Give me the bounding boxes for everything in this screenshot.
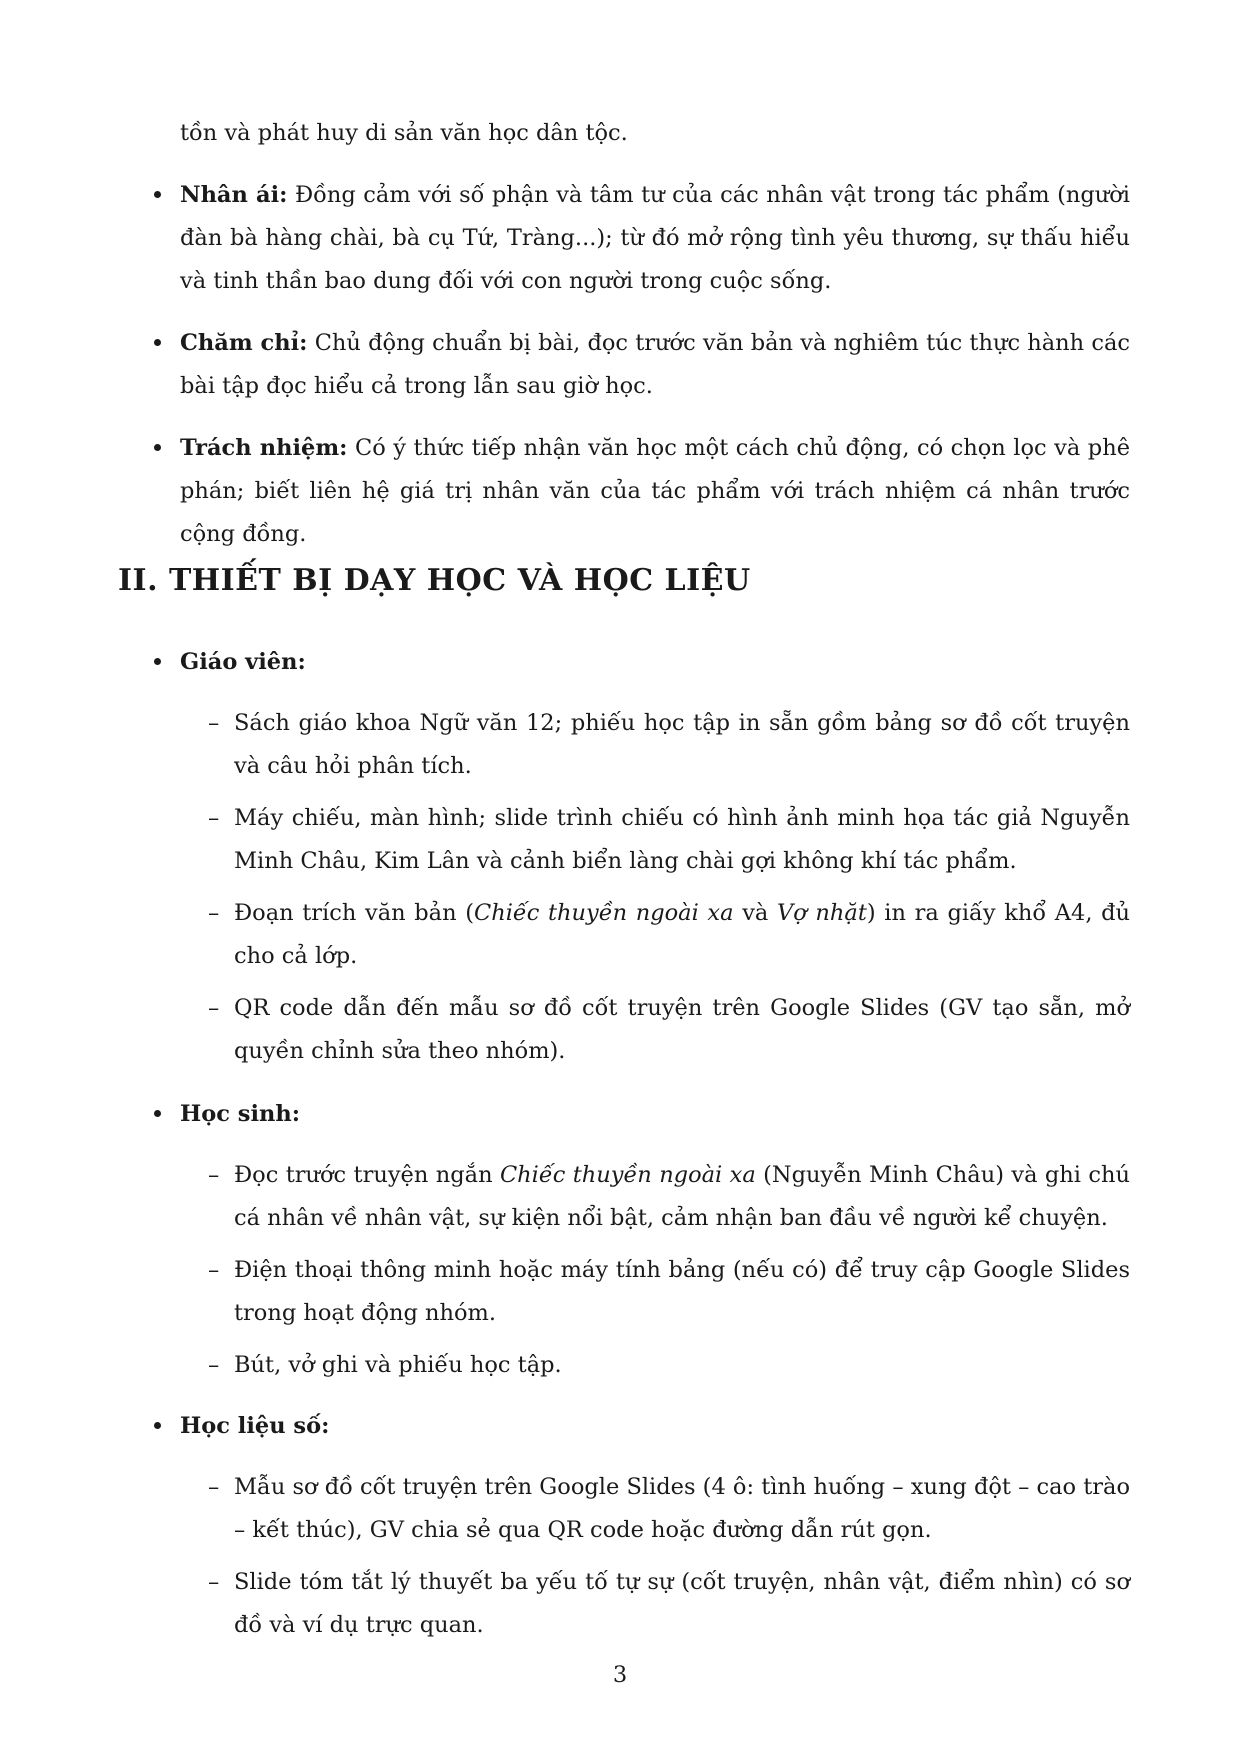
item-text-c: (Nguyễn Minh Châu) và ghi chú cá nhân về nhân vật, sự kiện nổi bật, cảm nhận ban đầu về người kể chuyện. bbox=[234, 1162, 1130, 1231]
page-number: 3 bbox=[612, 1662, 628, 1688]
dash-marker: – bbox=[208, 1257, 220, 1283]
teacher-item bbox=[208, 702, 1130, 788]
bullet-giao-vien bbox=[180, 641, 1130, 684]
digital-item bbox=[208, 1466, 1131, 1552]
teacher-item bbox=[208, 987, 1130, 1073]
dash-marker: – bbox=[208, 1569, 220, 1595]
work-title: Vợ nhặt bbox=[776, 900, 867, 926]
bullet-label: Giáo viên: bbox=[180, 649, 306, 675]
item-text: Sách giáo khoa Ngữ văn 12; phiếu học tập in sẵn gồm bảng sơ đồ cốt truyện và câu hỏi phân tích. bbox=[234, 710, 1130, 779]
dash-marker: – bbox=[208, 1352, 220, 1378]
bullet-nhan-ai bbox=[180, 174, 1130, 303]
bullet-label: Nhân ái: bbox=[180, 182, 288, 208]
student-item bbox=[208, 1154, 1130, 1240]
bullet-text: Chủ động chuẩn bị bài, đọc trước văn bản và nghiêm túc thực hành các bài tập đọc hiểu cả trong lẫn sau giờ học. bbox=[180, 330, 1130, 399]
bullet-dot bbox=[154, 658, 161, 665]
bullet-hoc-lieu-so bbox=[180, 1405, 1130, 1448]
bullet-label: Học sinh: bbox=[180, 1101, 301, 1127]
dash-marker: – bbox=[208, 900, 220, 926]
item-text-e: ) in ra giấy khổ A4, đủ cho cả lớp. bbox=[234, 900, 1131, 969]
dash-marker: – bbox=[208, 1474, 220, 1500]
dash-marker: – bbox=[208, 710, 220, 736]
item-text-a: Đoạn trích văn bản ( bbox=[234, 900, 475, 926]
bullet-dot bbox=[154, 191, 161, 198]
student-item bbox=[208, 1344, 1130, 1387]
bullet-dot bbox=[154, 1110, 161, 1117]
bullet-dot bbox=[154, 444, 161, 451]
dash-marker: – bbox=[208, 995, 220, 1021]
item-text-c: và bbox=[733, 900, 777, 926]
teacher-item bbox=[208, 797, 1130, 883]
work-title: Chiếc thuyền ngoài xa bbox=[474, 900, 734, 926]
item-text: Máy chiếu, màn hình; slide trình chiếu có hình ảnh minh họa tác giả Nguyễn Minh Châu, Kim Lân và cảnh biển làng chài gợi không khí tác phẩm. bbox=[234, 805, 1130, 874]
item-text: QR code dẫn đến mẫu sơ đồ cốt truyện trên Google Slides (GV tạo sẵn, mở quyền chỉnh sửa theo nhóm). bbox=[234, 995, 1130, 1064]
item-text-a: Đọc trước truyện ngắn bbox=[234, 1162, 500, 1188]
bullet-label: Chăm chỉ: bbox=[180, 330, 308, 356]
bullet-text: Có ý thức tiếp nhận văn học một cách chủ động, có chọn lọc và phê phán; biết liên hệ giá trị nhân văn của tác phẩm với trách nhiệm cá nhân trước cộng đồng. bbox=[180, 435, 1131, 547]
item-text: Điện thoại thông minh hoặc máy tính bảng (nếu có) để truy cập Google Slides trong hoạt động nhóm. bbox=[234, 1257, 1130, 1326]
teacher-item bbox=[208, 892, 1131, 978]
bullet-trach-nhiem bbox=[180, 427, 1130, 556]
work-title: Chiếc thuyền ngoài xa bbox=[499, 1162, 756, 1188]
bullet-label: Học liệu số: bbox=[180, 1413, 330, 1439]
item-text: Mẫu sơ đồ cốt truyện trên Google Slides (4 ô: tình huống – xung đột – cao trào – kết thúc), GV chia sẻ qua QR code hoặc đường dẫn rút gọn. bbox=[234, 1474, 1131, 1543]
bullet-hoc-sinh bbox=[180, 1093, 1130, 1136]
section-heading: II. THIẾT BỊ DẠY HỌC VÀ HỌC LIỆU bbox=[118, 563, 751, 598]
bullet-cham-chi bbox=[180, 322, 1130, 408]
student-item bbox=[208, 1249, 1130, 1335]
dash-marker: – bbox=[208, 805, 220, 831]
bullet-text: Đồng cảm với số phận và tâm tư của các nhân vật trong tác phẩm (người đàn bà hàng chài, bà cụ Tứ, Tràng...); từ đó mở rộng tình yêu thương, sự thấu hiểu và tinh thần bao dung đối với con người trong cuộc sống. bbox=[180, 182, 1130, 294]
bullet-dot bbox=[154, 339, 161, 346]
bullet-label: Trách nhiệm: bbox=[180, 435, 348, 461]
item-text: Slide tóm tắt lý thuyết ba yếu tố tự sự (cốt truyện, nhân vật, điểm nhìn) có sơ đồ và ví dụ trực quan. bbox=[234, 1569, 1130, 1638]
bullet-dot bbox=[154, 1422, 161, 1429]
dash-marker: – bbox=[208, 1162, 220, 1188]
intro-continuation: tồn và phát huy di sản văn học dân tộc. bbox=[180, 120, 628, 146]
digital-item bbox=[208, 1561, 1130, 1647]
item-text: Bút, vở ghi và phiếu học tập. bbox=[234, 1352, 562, 1378]
